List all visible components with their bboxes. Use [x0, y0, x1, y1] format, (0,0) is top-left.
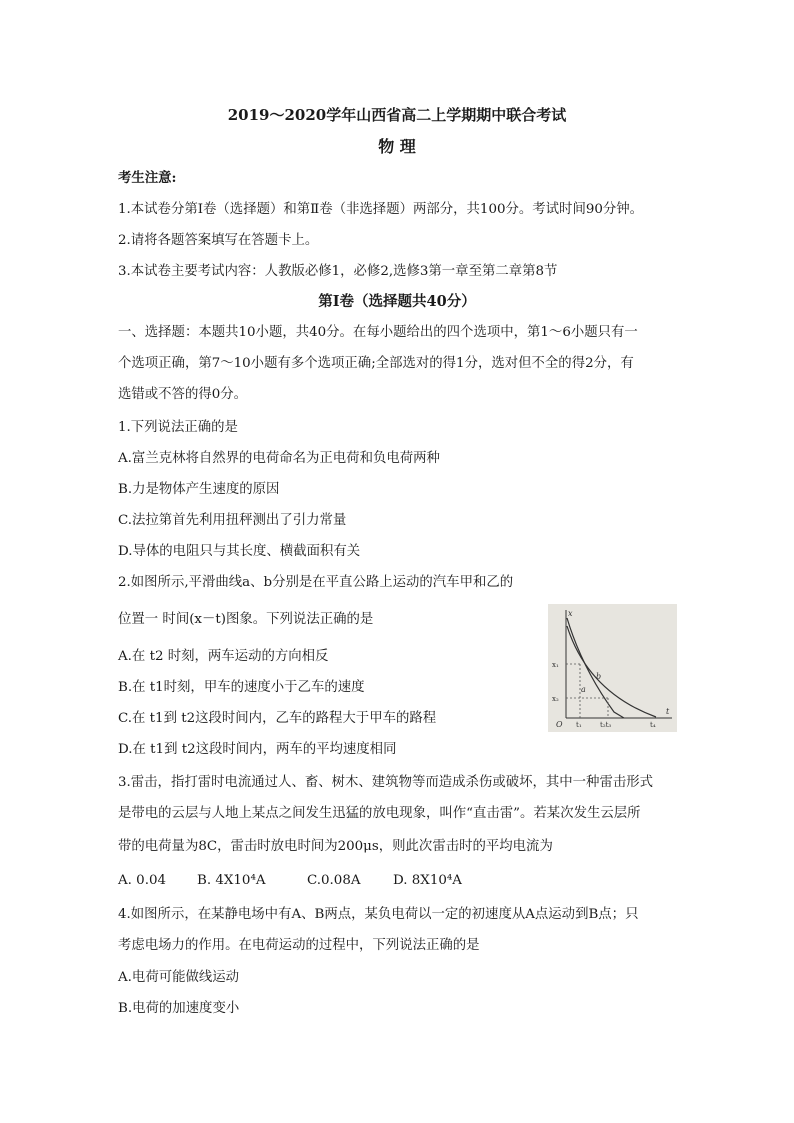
question-1-option: C.法拉第首先利用扭秤测出了引力常量: [118, 513, 347, 528]
t1-label: t₁: [576, 721, 582, 729]
question-3-option-d: D. 8X10⁴A: [393, 873, 462, 888]
question-4-line: 4.如图所示，在某静电场中有A、B两点，某负电荷以一定的初速度从A点运动到B点；只: [118, 907, 639, 922]
curve-a-label: a: [581, 685, 586, 694]
notice-item: 1.本试卷分第Ⅰ卷（选择题）和第Ⅱ卷（非选择题）两部分，共100分。考试时间90分钟。: [118, 202, 644, 217]
notice-item: 2.请将各题答案填写在答题卡上。: [118, 233, 319, 248]
x1-label: x₁: [552, 661, 559, 669]
instruction-line: 一、选择题：本题共10小题，共40分。在每小题给出的四个选项中，第1～6小题只有一: [118, 325, 638, 340]
question-2-stem: 位置一 时间(x－t)图象。下列说法正确的是: [118, 612, 374, 627]
question-1-option: D.导体的电阻只与其长度、横截面积有关: [118, 544, 361, 559]
xt-graph-svg: [548, 604, 677, 732]
t-axis-label: t: [666, 707, 670, 716]
question-2-option: A.在 t2 时刻，两车运动的方向相反: [118, 649, 329, 664]
question-2-option: B.在 t1时刻，甲车的速度小于乙车的速度: [118, 680, 365, 695]
question-1-option: A.富兰克林将自然界的电荷命名为正电荷和负电荷两种: [118, 451, 440, 466]
position-time-graph: [548, 604, 677, 732]
question-2-option: D.在 t1到 t2这段时间内，两车的平均速度相同: [118, 742, 397, 757]
question-2-option: C.在 t1到 t2这段时间内，乙车的路程大于甲车的路程: [118, 711, 437, 726]
t4-label: t₄: [650, 721, 656, 729]
question-4-line: 考虑电场力的作用。在电荷运动的过程中，下列说法正确的是: [118, 938, 480, 953]
question-3-option-b: B. 4X10⁴A: [197, 873, 266, 888]
question-1-stem: 1.下列说法正确的是: [118, 420, 238, 435]
x-axis-label: x: [568, 609, 573, 618]
notice-item: 3.本试卷主要考试内容：人教版必修1，必修2,选修3第一章至第二章第8节: [118, 264, 558, 279]
question-3-line: 3.雷击，指打雷时电流通过人、畜、树木、建筑物等而造成杀伤或破坏，其中一种雷击形式: [118, 775, 654, 790]
question-3-option-c: C.0.08A: [307, 873, 361, 888]
question-4-option: A.电荷可能做线运动: [118, 970, 240, 985]
question-4-option: B.电荷的加速度变小: [118, 1001, 240, 1016]
question-1-option: B.力是物体产生速度的原因: [118, 482, 280, 497]
x2-label: x₂: [552, 695, 559, 703]
instruction-line: 个选项正确，第7～10小题有多个选项正确;全部选对的得1分，选对但不全的得2分，有: [118, 356, 634, 371]
question-3-line: 带的电荷量为8C，雷击时放电时间为200μs，则此次雷击时的平均电流为: [118, 839, 553, 854]
notice-heading: 考生注意:: [118, 170, 177, 186]
curve-b-label: b: [596, 672, 602, 681]
origin-label: O: [556, 720, 563, 729]
question-3-line: 是带电的云层与人地上某点之间发生迅猛的放电现象，叫作“直击雷”。若某次发生云层所: [118, 806, 641, 821]
subject-title: 物 理: [378, 137, 416, 156]
instruction-line: 选错或不答的得0分。: [118, 387, 248, 402]
question-2-stem: 2.如图所示,平滑曲线a、b分别是在平直公路上运动的汽车甲和乙的: [118, 575, 514, 590]
exam-title: 2019～2020学年山西省高二上学期期中联合考试: [227, 106, 567, 124]
part1-heading: 第Ⅰ卷（选择题共40分）: [318, 293, 476, 310]
question-3-option-a: A. 0.04: [118, 873, 166, 888]
t2t3-label: t₂t₃: [600, 721, 612, 729]
